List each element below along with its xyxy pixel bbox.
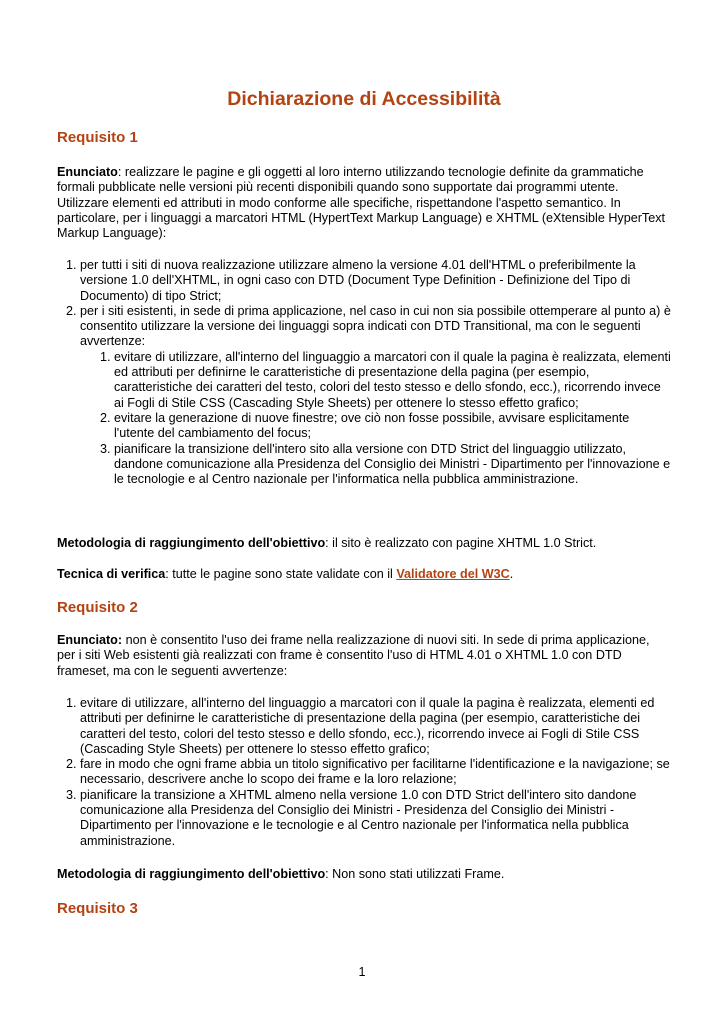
requisito-2-heading-block	[57, 599, 671, 616]
requisito-1-sub-list	[80, 350, 671, 488]
requisito-1-tecnica	[57, 567, 671, 582]
requisito-1-metodologia	[57, 536, 671, 551]
tecnica-text: : tutte le pagine sono state validate con il	[165, 567, 397, 581]
requisito-2-ordered-list	[57, 696, 671, 849]
sub-list-item: 2. evitare la generazione di nuove finestre; ove ciò non fosse possibile, avvisare esplicitamente l'utente del cambiamento del focus;	[114, 411, 671, 442]
requisito-2-metodologia	[57, 867, 671, 882]
tecnica-label: Tecnica di verifica	[57, 567, 166, 581]
tecnica-paragraph	[57, 567, 671, 582]
enunciato-text: : realizzare le pagine e gli oggetti al loro interno utilizzando tecnologie definite da grammatiche formali pubblicate nelle versioni più recenti disponibili quando sono supportate dai programmi utente. Utilizzare elementi ed attributi in modo conforme alle specifiche, rispettandone l'aspetto semantico. In particolare, per i linguaggi a marcatori HTML (HypertText Markup Language) e XHTML (eXtensible HyperText Markup Language):	[57, 165, 666, 241]
requisito-1-ordered-list	[57, 258, 671, 487]
list-item: 1. per tutti i siti di nuova realizzazione utilizzare almeno la versione 4.01 dell'HTML o preferibilmente la versione 1.0 dell'XHTML, in ogni caso con DTD (Document Type Definition - Definizione del Tipo di Documento) di tipo Strict;	[80, 258, 671, 304]
metodologia-paragraph	[57, 867, 671, 882]
page-number: 1	[358, 965, 366, 979]
list-item: 1. evitare di utilizzare, all'interno del linguaggio a marcatori con il quale la pagina è realizzata, elementi ed attributi per definirne le caratteristiche di presentazione della pagina (per esempio, caratteristiche dei caratteri del testo, colori del testo stesso e dello sfondo, ecc.), ricorrendo invece ai Fogli di Stile CSS (Cascading Style Sheets) per ottenere lo stesso effetto grafico;	[80, 696, 671, 757]
sub-list-item: 1. evitare di utilizzare, all'interno del linguaggio a marcatori con il quale la pagina è realizzata, elementi ed attributi per definirne le caratteristiche di presentazione della pagina (per esempio, caratteristiche dei caratteri del testo, colori del testo stesso e dello sfondo, ecc.), ricorrendo invece ai Fogli di Stile CSS (Cascading Style Sheets) per ottenere lo stesso effetto grafico;	[114, 350, 671, 411]
requisito-2-list	[57, 696, 671, 849]
metodologia-label: Metodologia di raggiungimento dell'obiettivo	[57, 867, 326, 881]
requisito-3-heading-block	[57, 900, 671, 917]
enunciato-label: Enunciato:	[57, 633, 123, 647]
requisito-2-enunciato	[57, 633, 671, 679]
tecnica-end: .	[509, 567, 514, 581]
metodologia-text: : il sito è realizzato con pagine XHTML 1.0 Strict.	[325, 536, 597, 550]
enunciato-label: Enunciato	[57, 165, 118, 179]
list-item: 2. fare in modo che ogni frame abbia un titolo significativo per facilitarne l'identificazione e la navigazione; se necessario, descrivere anche lo scopo dei frame e la loro relazione;	[80, 757, 671, 788]
metodologia-label: Metodologia di raggiungimento dell'obiettivo	[57, 536, 326, 550]
enunciato-text: non è consentito l'uso dei frame nella realizzazione di nuovi siti. In sede di prima applicazione, per i siti Web esistenti già realizzati con frame è consentito l'uso di HTML 4.01 o XHTML 1.0 con DTD frameset, ma con le seguenti avvertenze:	[57, 633, 650, 678]
page-title: Dichiarazione di Accessibilità	[227, 88, 501, 110]
requisito-2-heading: Requisito 2	[57, 599, 138, 616]
sub-list-item: 3. pianificare la transizione dell'intero sito alla versione con DTD Strict del linguaggio utilizzato, dandone comunicazione alla Presidenza del Consiglio dei Ministri - Dipartimento per l'innovazione e le tecnologie e al Centro nazionale per l'informatica nella pubblica amministrazione.	[114, 442, 671, 488]
enunciato-paragraph	[57, 165, 671, 241]
requisito-1-heading-block	[57, 129, 671, 146]
list-item-text: per i siti esistenti, in sede di prima applicazione, nel caso in cui non sia possibile ottemperare al punto a) è consentito utilizzare la versione dei linguaggi sopra indicati con DTD Transitional, ma con le seguenti avvertenze:	[80, 303, 671, 349]
metodologia-text: : Non sono stati utilizzati Frame.	[325, 867, 505, 881]
requisito-1-heading: Requisito 1	[57, 129, 138, 146]
requisito-1-enunciato	[57, 165, 671, 241]
requisito-3-heading: Requisito 3	[57, 900, 138, 917]
enunciato-paragraph	[57, 633, 671, 679]
requisito-1-list	[57, 258, 671, 487]
list-item	[80, 304, 671, 488]
validatore-w3c-link[interactable]: Validatore del W3C	[396, 567, 510, 581]
metodologia-paragraph	[57, 536, 671, 551]
list-item: 3. pianificare la transizione a XHTML almeno nella versione 1.0 con DTD Strict dell'intero sito dandone comunicazione alla Presidenza del Consiglio dei Ministri - Presidenza del Consiglio dei Ministri - Dipartimento per l'innovazione e le tecnologie e al Centro nazionale per l'informatica nella pubblica amministrazione.	[80, 788, 671, 849]
